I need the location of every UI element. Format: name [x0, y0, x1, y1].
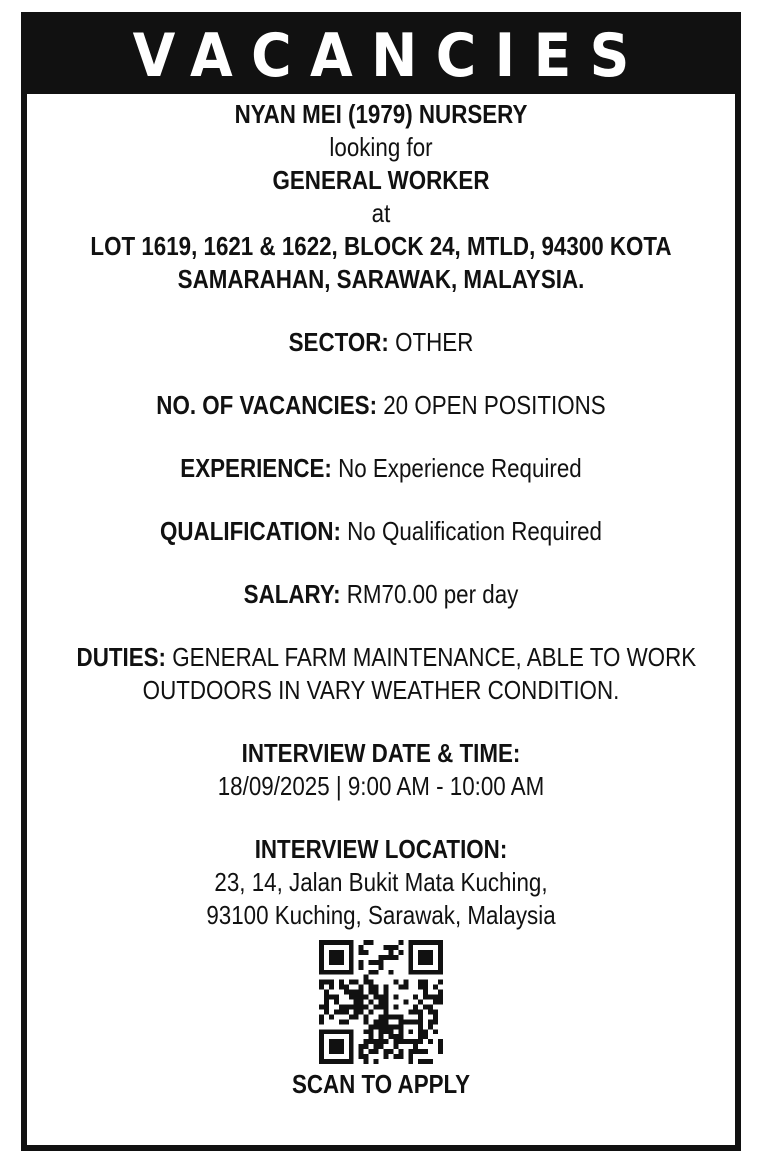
qr-container [27, 940, 735, 1064]
employer-name: NYAN MEI (1979) NURSERY [234, 99, 528, 129]
duties-row [76, 641, 697, 674]
salary-value: RM70.00 per day [346, 579, 519, 609]
duties-value-line1: GENERAL FARM MAINTENANCE, ABLE TO WORK [172, 642, 697, 672]
workplace-address-line1: LOT 1619, 1621 & 1622, BLOCK 24, MTLD, 94300 KOTA [90, 231, 672, 261]
qr-code-icon[interactable] [319, 940, 443, 1064]
duties-value-line2: OUTDOORS IN VARY WEATHER CONDITION. [142, 675, 620, 705]
workplace-address-line2: SAMARAHAN, SARAWAK, MALAYSIA. [177, 264, 585, 294]
qualification-value: No Qualification Required [347, 516, 602, 546]
vacancy-ad [21, 12, 741, 1151]
interview-location-label: INTERVIEW LOCATION: [254, 834, 508, 864]
qualification-label: QUALIFICATION: [160, 516, 341, 546]
duties-label: DUTIES: [76, 642, 166, 672]
position-title: GENERAL WORKER [272, 165, 490, 195]
header-banner [27, 18, 735, 94]
looking-for-text: looking for [329, 132, 433, 162]
banner-title: VACANCIES [132, 21, 648, 91]
sector-label: SECTOR: [288, 327, 389, 357]
vacancies-value: 20 OPEN POSITIONS [383, 390, 606, 420]
interview-datetime-label: INTERVIEW DATE & TIME: [241, 738, 521, 768]
experience-row [77, 452, 686, 485]
sector-value: OTHER [395, 327, 474, 357]
qualification-row [77, 515, 686, 548]
vacancies-row [77, 389, 686, 422]
experience-value: No Experience Required [338, 453, 582, 483]
ad-body [27, 98, 735, 1101]
interview-location-line1: 23, 14, Jalan Bukit Mata Kuching, [214, 867, 548, 897]
vacancies-label: NO. OF VACANCIES: [156, 390, 378, 420]
salary-label: SALARY: [243, 579, 341, 609]
interview-location-line2: 93100 Kuching, Sarawak, Malaysia [206, 900, 556, 930]
at-text: at [371, 198, 391, 228]
sector-row [77, 326, 686, 359]
scan-to-apply-text: SCAN TO APPLY [291, 1069, 471, 1099]
salary-row [77, 578, 686, 611]
experience-label: EXPERIENCE: [180, 453, 332, 483]
interview-datetime-value: 18/09/2025 | 9:00 AM - 10:00 AM [217, 771, 545, 801]
